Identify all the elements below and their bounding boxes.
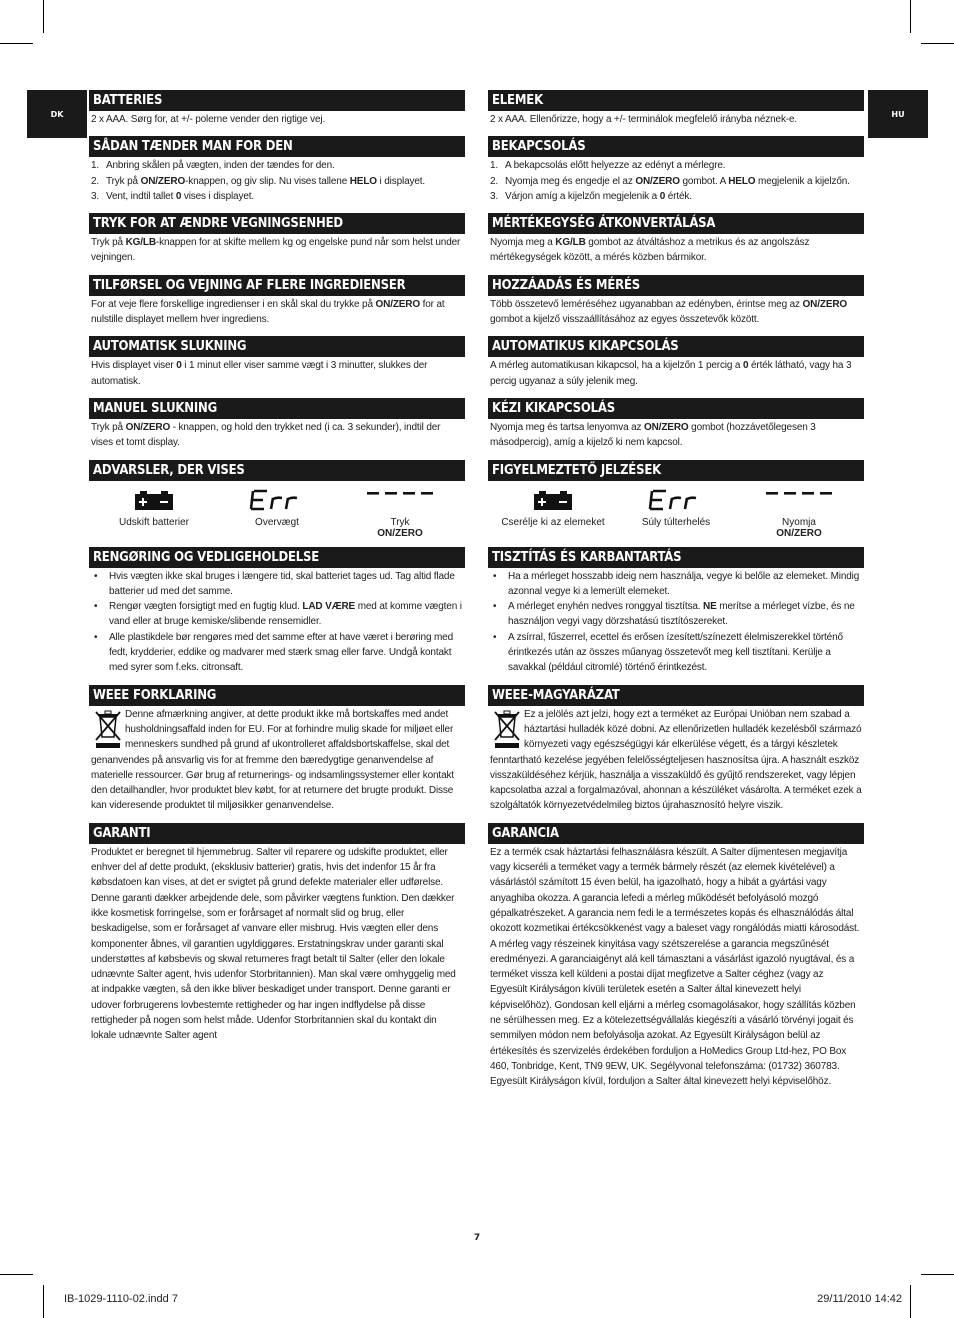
- list-item: • A zsírral, fűszerrel, ecettel és erősen ízesített/színezett élelmiszerekkel történő érintkezés után az összes műanyag összetevőt meg kell tisztítani. Kerülje a savakkal (például citromlé) történő érintkezést.: [490, 630, 862, 676]
- section-guarantee: [488, 823, 864, 1090]
- section-heading: MÉRTÉKEGYSÉG ÁTKONVERTÁLÁSA: [488, 213, 864, 234]
- section-heading: TRYK FOR AT ÆNDRE VEGNINGSENHED: [89, 213, 465, 234]
- language-tab-dk: DK: [27, 90, 87, 138]
- section-heading: WEEE FORKLARING: [89, 685, 465, 706]
- section-heading: ADVARSLER, DER VISES: [89, 460, 465, 481]
- section-heading: HOZZÁADÁS ÉS MÉRÉS: [488, 275, 864, 296]
- section-heading: RENGØRING OG VEDLIGEHOLDELSE: [89, 547, 465, 568]
- section-weee: [89, 685, 465, 814]
- warning-press-zero: Tryk ON/ZERO: [345, 489, 455, 539]
- section-switch-on: [89, 136, 465, 204]
- column-hu: [488, 90, 864, 1098]
- section-guarantee: [89, 823, 465, 1044]
- warning-press-zero: Nyomja ON/ZERO: [744, 489, 854, 539]
- section-switch-on: [488, 136, 864, 204]
- section-text: Produktet er beregnet til hjemmebrug. Salter vil reparere og udskifte produktet, eller enhver del af dette produkt, (eksklusiv batterier) gratis, hvis det indenfor 15 år fra købsdatoen kan vises, at det er svigtet på grund defekte materialer eller udførelse. Denne garanti dækker arbejdende dele, som påvirker vægtens funktion. Den dækker ikke kosmetisk forringelse, som er forårsaget af normalt slid og brug, eller beskadigelse, som er forårsaget af vanvare eller misbrug. Hvis vægten eller dens komponenter åbnes, vil garantien ugyldiggøres. Erstatningskrav under garanti skal understøttes af købsbevis og skwal returneres fragt betalt til Salter (eller den lokale udnævnte Salter agent, hvis udenfor Storbritannien). Man skal være omhyggelig med at indpakke vægten, så den ikke bliver beskadiget under transport. Denne garanti er udover forbrugerens lovbestemte rettigheder og har ingen indflydelse på disse rettigheder på nogen som helst måde. Udenfor Storbritannien skal du kontakt din lokale udnævnte Salter agent: [91, 846, 456, 1042]
- section-heading: BATTERIES: [89, 90, 465, 111]
- list-item: 3. Várjon amíg a kijelzőn megjelenik a 0 érték.: [490, 190, 692, 202]
- crop-mark: [43, 0, 44, 33]
- section-heading: MANUEL SLUKNING: [89, 398, 465, 419]
- section-heading: TISZTÍTÁS ÉS KARBANTARTÁS: [488, 547, 864, 568]
- list-item: 2. Nyomja meg és engedje el az ON/ZERO gombot. A HELO megjelenik a kijelzőn.: [490, 175, 850, 187]
- section-auto-off: [488, 336, 864, 389]
- section-text: For at veje flere forskellige ingredienser i en skål skal du trykke på ON/ZERO for at nulstille displayet mellem hver ingrediens.: [91, 298, 445, 326]
- section-text: Nyomja meg a KG/LB gombot az átváltáshoz a metrikus és az angolszász mértékegységek között, a mérés közben bármikor.: [490, 237, 810, 264]
- section-warnings: [488, 460, 864, 539]
- section-auto-off: [89, 336, 465, 389]
- list-item: • Ha a mérleget hosszabb ideig nem használja, vegye ki belőle az elemeket. Mindig azonnal vegye ki a lemerült elemeket.: [490, 569, 862, 600]
- battery-icon: [134, 489, 174, 511]
- crop-mark: [910, 0, 911, 33]
- crop-mark: [43, 1285, 44, 1318]
- section-text: Több összetevő leméréséhez ugyanabban az edényben, érintse meg az ON/ZERO gombot a kijelző visszaállításához az egyes összetevők között.: [490, 298, 848, 326]
- section-batteries: [89, 90, 465, 127]
- section-heading: ELEMEK: [488, 90, 864, 111]
- crop-mark: [921, 43, 954, 44]
- footer-date: 29/11/2010 14:42: [817, 1293, 902, 1305]
- section-weee: [488, 685, 864, 814]
- section-heading: AUTOMATISK SLUKNING: [89, 336, 465, 357]
- section-text: 2 x AAA. Ellenőrizze, hogy a +/- terminálok megfelelő irányba néznek-e.: [490, 114, 798, 125]
- err-display-icon: [648, 489, 704, 511]
- warning-overload: Overvægt: [222, 489, 332, 539]
- section-batteries: [488, 90, 864, 127]
- section-text: Ez a termék csak háztartási felhasználásra készült. A Salter díjmentesen megjavítja vagy kicseréli a terméket vagy a termék bármely részét (az elemek kivételével) a vásárlástól számított 15 éven belül, ha igazolható, hogy a hibát a gyártási vagy anyaghiba okozza. A garancia lefedi a mérleg működését befolyásoló mozgó gépalkatrészeket. A garancia nem fedi le a természetes kopás és elhasználódás által okozott kozmetikai értékcsökkenést vagy a baleset vagy rongálódás miatti károsodást. A mérleg vagy részeinek kinyitása vagy szétszerelése a garancia megszűnését eredményezi. A garanciaigényt alá kell támasztani a vásárlást igazoló nyugtával, és a terméket vissza kell küldeni a postai díjat megfizetve a Salter céghez (vagy az Egyesült Királyságon kívüli területek esetén a Salter által kinevezett helyi képviselőhöz). Gondosan kell eljárni a mérleg csomagolásakor, hogy szállítás közben ne sérülhessen meg. Ez a kötelezettségvállalás kiegészíti a vásárló törvényi jogait és semmilyen módon nem befolyásolja azokat. Az Egyesült Királyságon belül az értékesítés és szervizelés érdekében forduljon a HoMedics Group Ltd-hez, PO Box 460, Tonbridge, Kent, TN9 9EW, UK. Segélyvonal telefonszáma: (01732) 360783. Egyesült Királyságon kívül, forduljon a Salter által kinevezett helyi képviselőhöz.: [490, 846, 860, 1088]
- list-item: • Hvis vægten ikke skal bruges i længere tid, skal batteriet tages ud. Tag altid flade batterier ud med det samme.: [91, 569, 463, 600]
- page-number: 7: [473, 1233, 481, 1243]
- section-units: [89, 213, 465, 266]
- section-heading: TILFØRSEL OG VEJNING AF FLERE INGREDIENSER: [89, 275, 465, 296]
- section-heading: BEKAPCSOLÁS: [488, 136, 864, 157]
- crossed-bin-icon: [492, 709, 522, 749]
- section-text: Tryk på ON/ZERO - knappen, og hold den trykket ned (i ca. 3 sekunder), indtil der vises et tomt display.: [91, 421, 441, 449]
- list-item: • Alle plastikdele bør rengøres med det samme efter at have været i berøring med fedt, krydderier, eddike og madvarer med stærk smag eller farve. Undgå kontakt med syrer som f.eks. citronsaft.: [91, 630, 463, 676]
- footer-file: IB-1029-1110-02.indd 7: [64, 1293, 178, 1305]
- section-cleaning: [488, 547, 864, 676]
- warning-battery: Udskift batterier: [99, 489, 209, 539]
- section-text: Hvis displayet viser 0 i 1 minut eller viser samme vægt i 3 minutter, slukkes der automatisk.: [91, 360, 428, 387]
- section-text: A mérleg automatikusan kikapcsol, ha a kijelzőn 1 percig a 0 érték látható, vagy ha 3 percig ugyanaz a súly jelenik meg.: [490, 360, 852, 387]
- battery-icon: [533, 489, 573, 511]
- warning-battery: Cserélje ki az elemeket: [498, 489, 608, 539]
- list-item: 3. Vent, indtil tallet 0 vises i displayet.: [91, 190, 254, 202]
- section-add-weigh: [89, 275, 465, 328]
- crop-mark: [910, 1285, 911, 1318]
- section-text: Nyomja meg és tartsa lenyomva az ON/ZERO gombot (hozzávetőlegesen 3 másodpercig), amíg a kijelző ki nem kapcsol.: [490, 421, 816, 449]
- section-units: [488, 213, 864, 266]
- crop-mark: [921, 1274, 954, 1275]
- section-manual-off: [488, 398, 864, 451]
- section-text: Tryk på KG/LB-knappen for at skifte mellem kg og engelske pund når som helst under vejningen.: [91, 237, 461, 264]
- section-text: Denne afmærkning angiver, at dette produkt ikke må bortskaffes med andet husholdningsaffald inden for EU. For at forhindre mulig skade for miljøet eller menneskers sundhed på grund af ukontrolleret affaldsbortskaffelse, skal det genanvendes på ansvarlig vis for at fremme den bæredygtige genanvendelse af materielle ressourcer. Gør brug af returnerings- og indsamlingssystemer eller kontakt den detailhandler, hvor produktet blev købt, for at returnere det brugte produkt. Disse kan videresende produktet til miljøsikker genanvendelse.: [91, 708, 454, 812]
- section-add-weigh: [488, 275, 864, 328]
- section-heading: GARANTI: [89, 823, 465, 844]
- list-item: 2. Tryk på ON/ZERO-knappen, og giv slip. Nu vises tallene HELO i displayet.: [91, 175, 425, 187]
- section-heading: FIGYELMEZTETŐ JELZÉSEK: [488, 460, 864, 481]
- column-dk: [89, 90, 465, 1053]
- dashes-display-icon: [764, 489, 834, 511]
- list-item: • Rengør vægten forsigtigt med en fugtig klud. LAD VÆRE med at komme vægten i vand eller at bruge kemiske/slibende rensemidler.: [91, 599, 463, 630]
- err-display-icon: [249, 489, 305, 511]
- warning-overload: Súly túlterhelés: [621, 489, 731, 539]
- crossed-bin-icon: [93, 709, 123, 749]
- crop-mark: [0, 1274, 33, 1275]
- list-item: 1. Anbring skålen på vægten, inden der tændes for den.: [91, 160, 335, 172]
- section-text: Ez a jelölés azt jelzi, hogy ezt a terméket az Európai Unióban nem szabad a háztartási hulladék közé dobni. Az ellenőrizetlen hulladék kezelésből származó környezeti vagy egészségügyi kár elkerülése végett, és a tárgyi készletek fenntartható kezelése jegyében felelősségteljesen hasznosítsa újra. A használt eszköz visszaküldéséhez kérjük, használja a visszaküldő és gyűjtő rendszereket, vagy lépjen kapcsolatba azzal a forgalmazóval, ahonnan a készüléket vásárolta. A terméket ezek a szolgáltatók környezetvédelmileg biztos újrahasznosító helyre viszik.: [490, 708, 862, 812]
- section-text: 2 x AAA. Sørg for, at +/- polerne vender den rigtige vej.: [91, 114, 326, 125]
- crop-mark: [0, 43, 33, 44]
- section-heading: SÅDAN TÆNDER MAN FOR DEN: [89, 136, 465, 157]
- list-item: 1. A bekapcsolás előtt helyezze az edényt a mérlegre.: [490, 160, 726, 172]
- language-tab-hu: HU: [868, 90, 928, 138]
- section-cleaning: [89, 547, 465, 676]
- section-heading: WEEE-MAGYARÁZAT: [488, 685, 864, 706]
- section-heading: AUTOMATIKUS KIKAPCSOLÁS: [488, 336, 864, 357]
- section-heading: KÉZI KIKAPCSOLÁS: [488, 398, 864, 419]
- section-warnings: [89, 460, 465, 539]
- dashes-display-icon: [365, 489, 435, 511]
- section-manual-off: [89, 398, 465, 451]
- list-item: • A mérleget enyhén nedves ronggyal tisztítsa. NE merítse a mérleget vízbe, és ne használjon vegyi vagy dörzshatású tisztítószereket.: [490, 599, 862, 630]
- section-heading: GARANCIA: [488, 823, 864, 844]
